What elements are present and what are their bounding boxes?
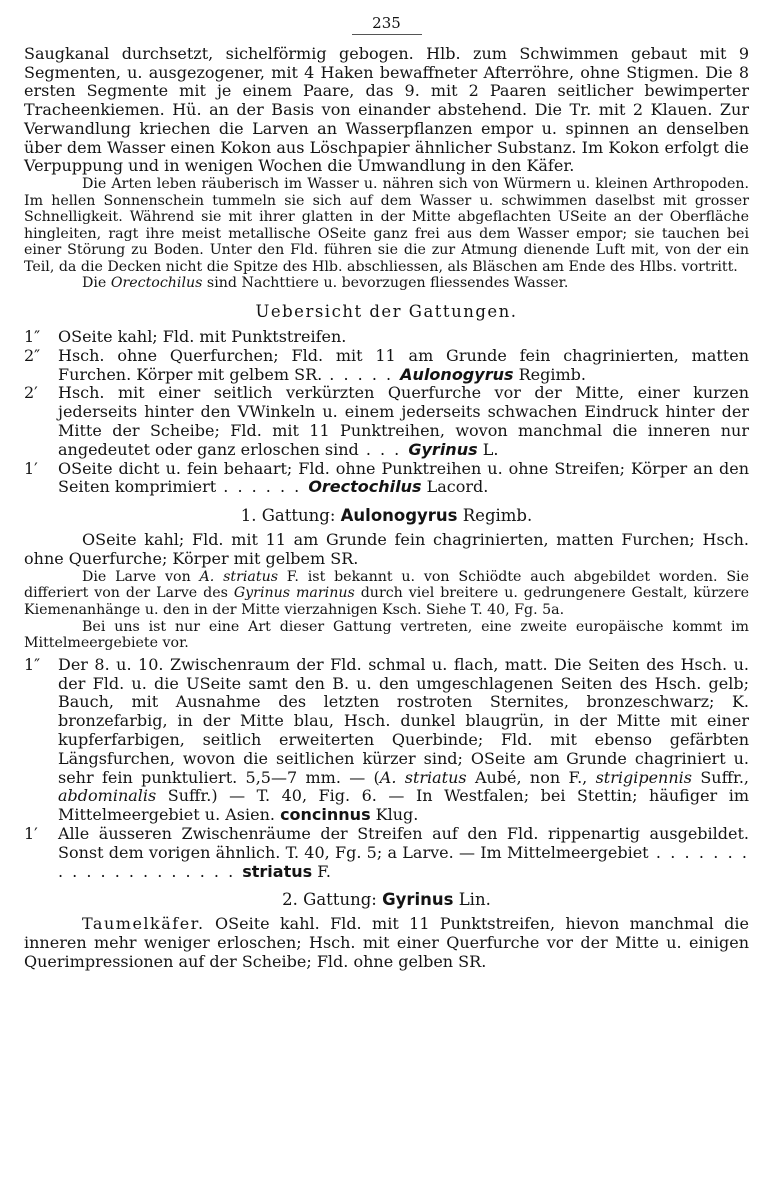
paragraph-arten: Die Arten leben räuberisch im Wasser u. nähren sich von Würmern u. kleinen Arthropoden. Im hellen Sonnenschein tummeln sie sich auf dem Wasser u. schwimmen daselbst mit grosser Schnelligkeit. Während sie mit ihrer glatten in der Mitte abgeflachten USeite an der Oberfläche hingleiten, ragt ihre meist metallische OSeite ganz frei aus dem Wasser empor; sie tauchen bei einer Störung zu Boden. Unter den Fld. führen sie die zur Atmung dienende Luft mit, von der ein Teil, da die Decken nicht die Spitze des Hlb. abschliessen, als Bläschen am Ende des Hlbs. vortritt.: [24, 175, 749, 275]
taxon-gyrinus: Gyrinus: [408, 439, 478, 459]
taxon-orectochilus: Orectochilus: [308, 477, 422, 497]
book-page: [24, 14, 749, 972]
key-marker: 1″: [24, 327, 41, 347]
taxon-concinnus: concinnus: [280, 805, 371, 825]
genus-key: [24, 328, 749, 497]
genus-1-diagnosis: OSeite kahl; Fld. mit 11 am Grunde fein chagrinierten, matten Furchen; Hsch. ohne Querfurche; Körper mit gelbem SR.: [24, 530, 749, 569]
paragraph-orectochilus: Die Orectochilus sind Nachttiere u. bevorzugen fliessendes Wasser.: [82, 275, 569, 292]
key-entry: 1″ Der 8. u. 10. Zwischenraum der Fld. schmal u. flach, matt. Die Seiten des Hsch. u. der Fld. u. die USeite samt den B. u. den umgeschlagenen Seiten des Hsch. gelb; Bauch, mit Ausnahme des letzten rostroten Sternites, bronzeschwarz; K. bronzefarbig, in der Mitte blau, Hsch. dunkel blaugrün, in der Mitte mit einer kupferfarbigen, seitlich erweiterten Querbinde; Fld. mit ebenso gefärbten Längsfurchen, wovon die seitlichen kürzer sind; OSeite am Grunde chagriniert u. sehr fein punktuliert. 5,5—7 mm. — (A. striatus Aubé, non F., strigipennis Suffr., abdominalis Suffr.) — T. 40, Fig. 6. — In Westfalen; bei Stettin; häufiger im Mittelmeergebiet u. Asien. concinnus Klug.: [24, 654, 750, 825]
taxon-aulonogyrus: Aulonogyrus: [400, 364, 514, 384]
header-rule: [352, 34, 422, 35]
species-key: [24, 656, 749, 882]
overview-heading: Uebersicht der Gattungen.: [255, 302, 518, 322]
genus-2-heading: 2. Gattung: Gyrinus Lin.: [282, 890, 491, 910]
key-entry: 2′ Hsch. mit einer seitlich verkürzten Querfurche vor der Mitte, einer kurzen jederseits hinter den VWinkeln u. einem jederseits schwachen Eindruck hinter der Mitte der Scheibe; Fld. mit 11 Punktreihen, wovon manchmal die inneren nur angedeutet oder ganz erloschen sind . . . Gyrinus L.: [24, 383, 749, 459]
taxon-striatus: striatus: [242, 861, 313, 881]
genus-1-heading: 1. Gattung: Aulonogyrus Regimb.: [240, 506, 533, 526]
paragraph-larva: Die Larve von A. striatus F. ist bekannt u. von Schiödte auch abgebildet worden. Sie differiert von der Larve des Gyrinus marinus durch viel breitere u. gedrungenere Gestalt, kürzere Kiemenanhänge u. den in der Mitte vierzahnigen Ksch. Siehe T. 40, Fg. 5a.: [24, 568, 749, 619]
key-entry: 1″ OSeite kahl; Fld. mit Punktstreifen.: [24, 327, 347, 347]
key-marker: 2″: [24, 345, 41, 365]
key-entry: 1′ OSeite dicht u. fein behaart; Fld. ohne Punktreihen u. ohne Streifen; Körper an den Seiten komprimiert . . . . . . Orectochilus Lacord.: [24, 458, 749, 497]
genus-2-diagnosis: Taumelkäfer. OSeite kahl. Fld. mit 11 Punktstreifen, hievon manchmal die inneren mehr weniger erloschen; Hsch. mit einer Querfurche vor der Mitte u. einigen Querimpressionen auf der Scheibe; Fld. ohne gelben SR.: [24, 914, 749, 971]
intro-paragraph: Saugkanal durchsetzt, sichelförmig gebogen. Hlb. zum Schwimmen gebaut mit 9 Segmenten, u. ausgezogener, mit 4 Haken bewaffneter Afterröhre, ohne Stigmen. Die 8 ersten Segmente mit je einem Paare, das 9. mit 2 Paaren seitlicher bewimperter Tracheenkiemen. Hü. an der Basis von einander abstehend. Die Tr. mit 2 Klauen. Zur Verwandlung kriechen die Larven an Wasserpflanzen empor u. spinnen an denselben über dem Wasser einen Kokon aus Löschpapier ähnlicher Substanz. Im Kokon erfolgt die Verpuppung und in wenigen Wochen die Umwandlung in den Käfer.: [24, 44, 749, 176]
paragraph-species-count: Bei uns ist nur eine Art dieser Gattung vertreten, eine zweite europäische kommt im Mittelmeergebiete vor.: [24, 618, 749, 652]
key-marker: 2′: [24, 383, 38, 403]
key-marker: 1′: [24, 458, 38, 478]
page-number: 235: [372, 14, 401, 32]
key-marker: 1″: [24, 654, 41, 674]
key-entry: 2″ Hsch. ohne Querfurchen; Fld. mit 11 am Grunde fein chagrinierten, matten Furchen. Körper mit gelbem SR. . . . . . Aulonogyrus Regimb.: [24, 345, 749, 384]
key-entry: 1′ Alle äusseren Zwischenräume der Streifen auf den Fld. rippenartig ausgebildet. Sonst dem vorigen ähnlich. T. 40, Fg. 5; a Larve. — Im Mittelmeergebiet . . . . . . . . . . . . . . . . . . . . striatus F.: [24, 823, 750, 881]
taxon-orectochilus-italic: Orectochilus: [110, 275, 203, 292]
key-marker: 1′: [24, 823, 38, 843]
